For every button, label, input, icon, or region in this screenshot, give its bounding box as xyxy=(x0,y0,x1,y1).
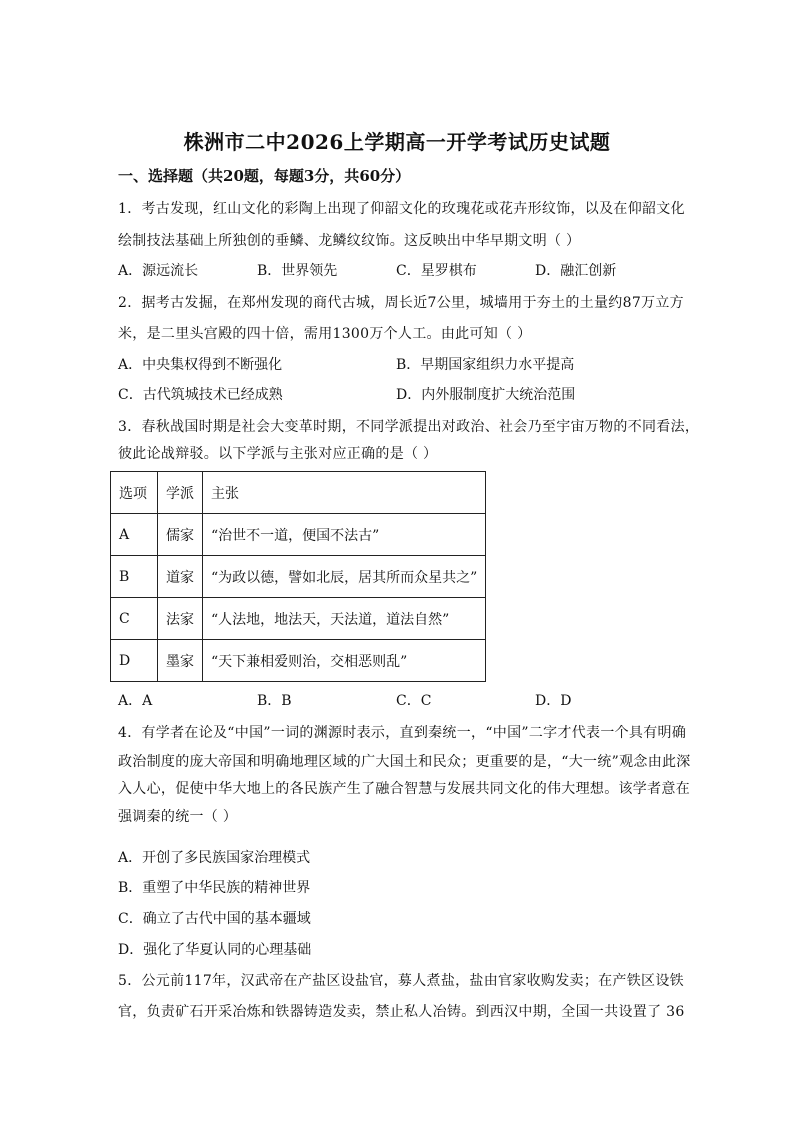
q5-line-2: 官，负责矿石开采冶炼和铁器铸造发卖，禁止私人冶铸。到西汉中期，全国一共设置了 36 xyxy=(118,1004,685,1020)
q1-option-d: D．融汇创新 xyxy=(535,263,617,279)
q3-option-b: B．B xyxy=(257,693,292,709)
q4-option-c: C．确立了古代中国的基本疆域 xyxy=(118,911,311,927)
q2-option-d: D．内外服制度扩大统治范围 xyxy=(396,387,576,403)
q4-option-a: A．开创了多民族国家治理模式 xyxy=(118,850,311,866)
table-row xyxy=(111,514,486,556)
table-cell: “人法地，地法天，天法道，道法自然” xyxy=(203,598,486,640)
table-cell: “治世不一道，便国不法古” xyxy=(203,514,486,556)
q3-line-1: 3．春秋战国时期是社会大变革时期，不同学派提出对政治、社会乃至宇宙万物的不同看法， xyxy=(118,419,700,435)
q1-option-c: C．星罗棋布 xyxy=(396,263,477,279)
section-heading: 一、选择题（共20题，每题3分，共60分） xyxy=(118,167,411,185)
page-title: 株洲市二中2026上学期高一开学考试历史试题 xyxy=(183,130,611,154)
q3-option-a: A．A xyxy=(118,693,153,709)
table-cell: 墨家 xyxy=(158,640,203,682)
q1-option-b: B．世界领先 xyxy=(257,263,338,279)
q2-line-1: 2．据考古发掘，在郑州发现的商代古城，周长近7公里，城墙用于夯土的土量约87万立方 xyxy=(118,295,684,311)
table-cell: “天下兼相爱则治，交相恶则乱” xyxy=(203,640,486,682)
q4-line-1: 4．有学者在论及“中国”一词的渊源时表示，直到秦统一，“中国”二字才代表一个具有明确 xyxy=(118,725,687,741)
table-header-cell: 学派 xyxy=(158,472,203,514)
q4-option-b: B．重塑了中华民族的精神世界 xyxy=(118,880,311,896)
table-header-cell: 主张 xyxy=(203,472,486,514)
q2-option-b: B．早期国家组织力水平提高 xyxy=(396,357,575,373)
q2-option-a: A．中央集权得到不断强化 xyxy=(118,357,283,373)
table-cell: D xyxy=(111,640,158,682)
q5-line-1: 5．公元前117年，汉武帝在产盐区设盐官，募人煮盐，盐由官家收购发卖；在产铁区设铁 xyxy=(118,973,684,989)
q1-line-2: 绘制技法基础上所独创的垂鳞、龙鳞纹纹饰。这反映出中华早期文明（ ） xyxy=(118,233,581,249)
q3-option-d: D．D xyxy=(535,693,572,709)
q4-option-d: D．强化了华夏认同的心理基础 xyxy=(118,942,312,958)
table-row xyxy=(111,640,486,682)
q1-option-a: A．源远流长 xyxy=(118,263,199,279)
table-cell: “为政以德，譬如北辰，居其所而众星共之” xyxy=(203,556,486,598)
q4-line-3: 入人心，促使中华大地上的各民族产生了融合智慧与发展共同文化的伟大理想。该学者意在 xyxy=(118,781,690,797)
table-header-row xyxy=(111,472,486,514)
table-row xyxy=(111,598,486,640)
table-cell: 法家 xyxy=(158,598,203,640)
q4-line-4: 强调秦的统一（ ） xyxy=(118,809,238,825)
table-cell: B xyxy=(111,556,158,598)
table-cell: 儒家 xyxy=(158,514,203,556)
table-cell: 道家 xyxy=(158,556,203,598)
table-cell: C xyxy=(111,598,158,640)
table-cell: A xyxy=(111,514,158,556)
table-header-cell: 选项 xyxy=(111,472,158,514)
q3-line-2: 彼此论战辩驳。以下学派与主张对应正确的是（ ） xyxy=(118,446,438,462)
q3-table xyxy=(110,471,486,682)
q1-line-1: 1．考古发现，红山文化的彩陶上出现了仰韶文化的玫瑰花或花卉形纹饰，以及在仰韶文化 xyxy=(118,201,685,217)
q2-option-c: C．古代筑城技术已经成熟 xyxy=(118,387,283,403)
q4-line-2: 政治制度的庞大帝国和明确地理区域的广大国土和民众；更重要的是，“大一统”观念由此深 xyxy=(118,754,691,770)
q2-line-2: 米，是二里头宫殿的四十倍，需用1300万个人工。由此可知（ ） xyxy=(118,326,532,342)
q3-option-c: C．C xyxy=(396,693,432,709)
table-row xyxy=(111,556,486,598)
